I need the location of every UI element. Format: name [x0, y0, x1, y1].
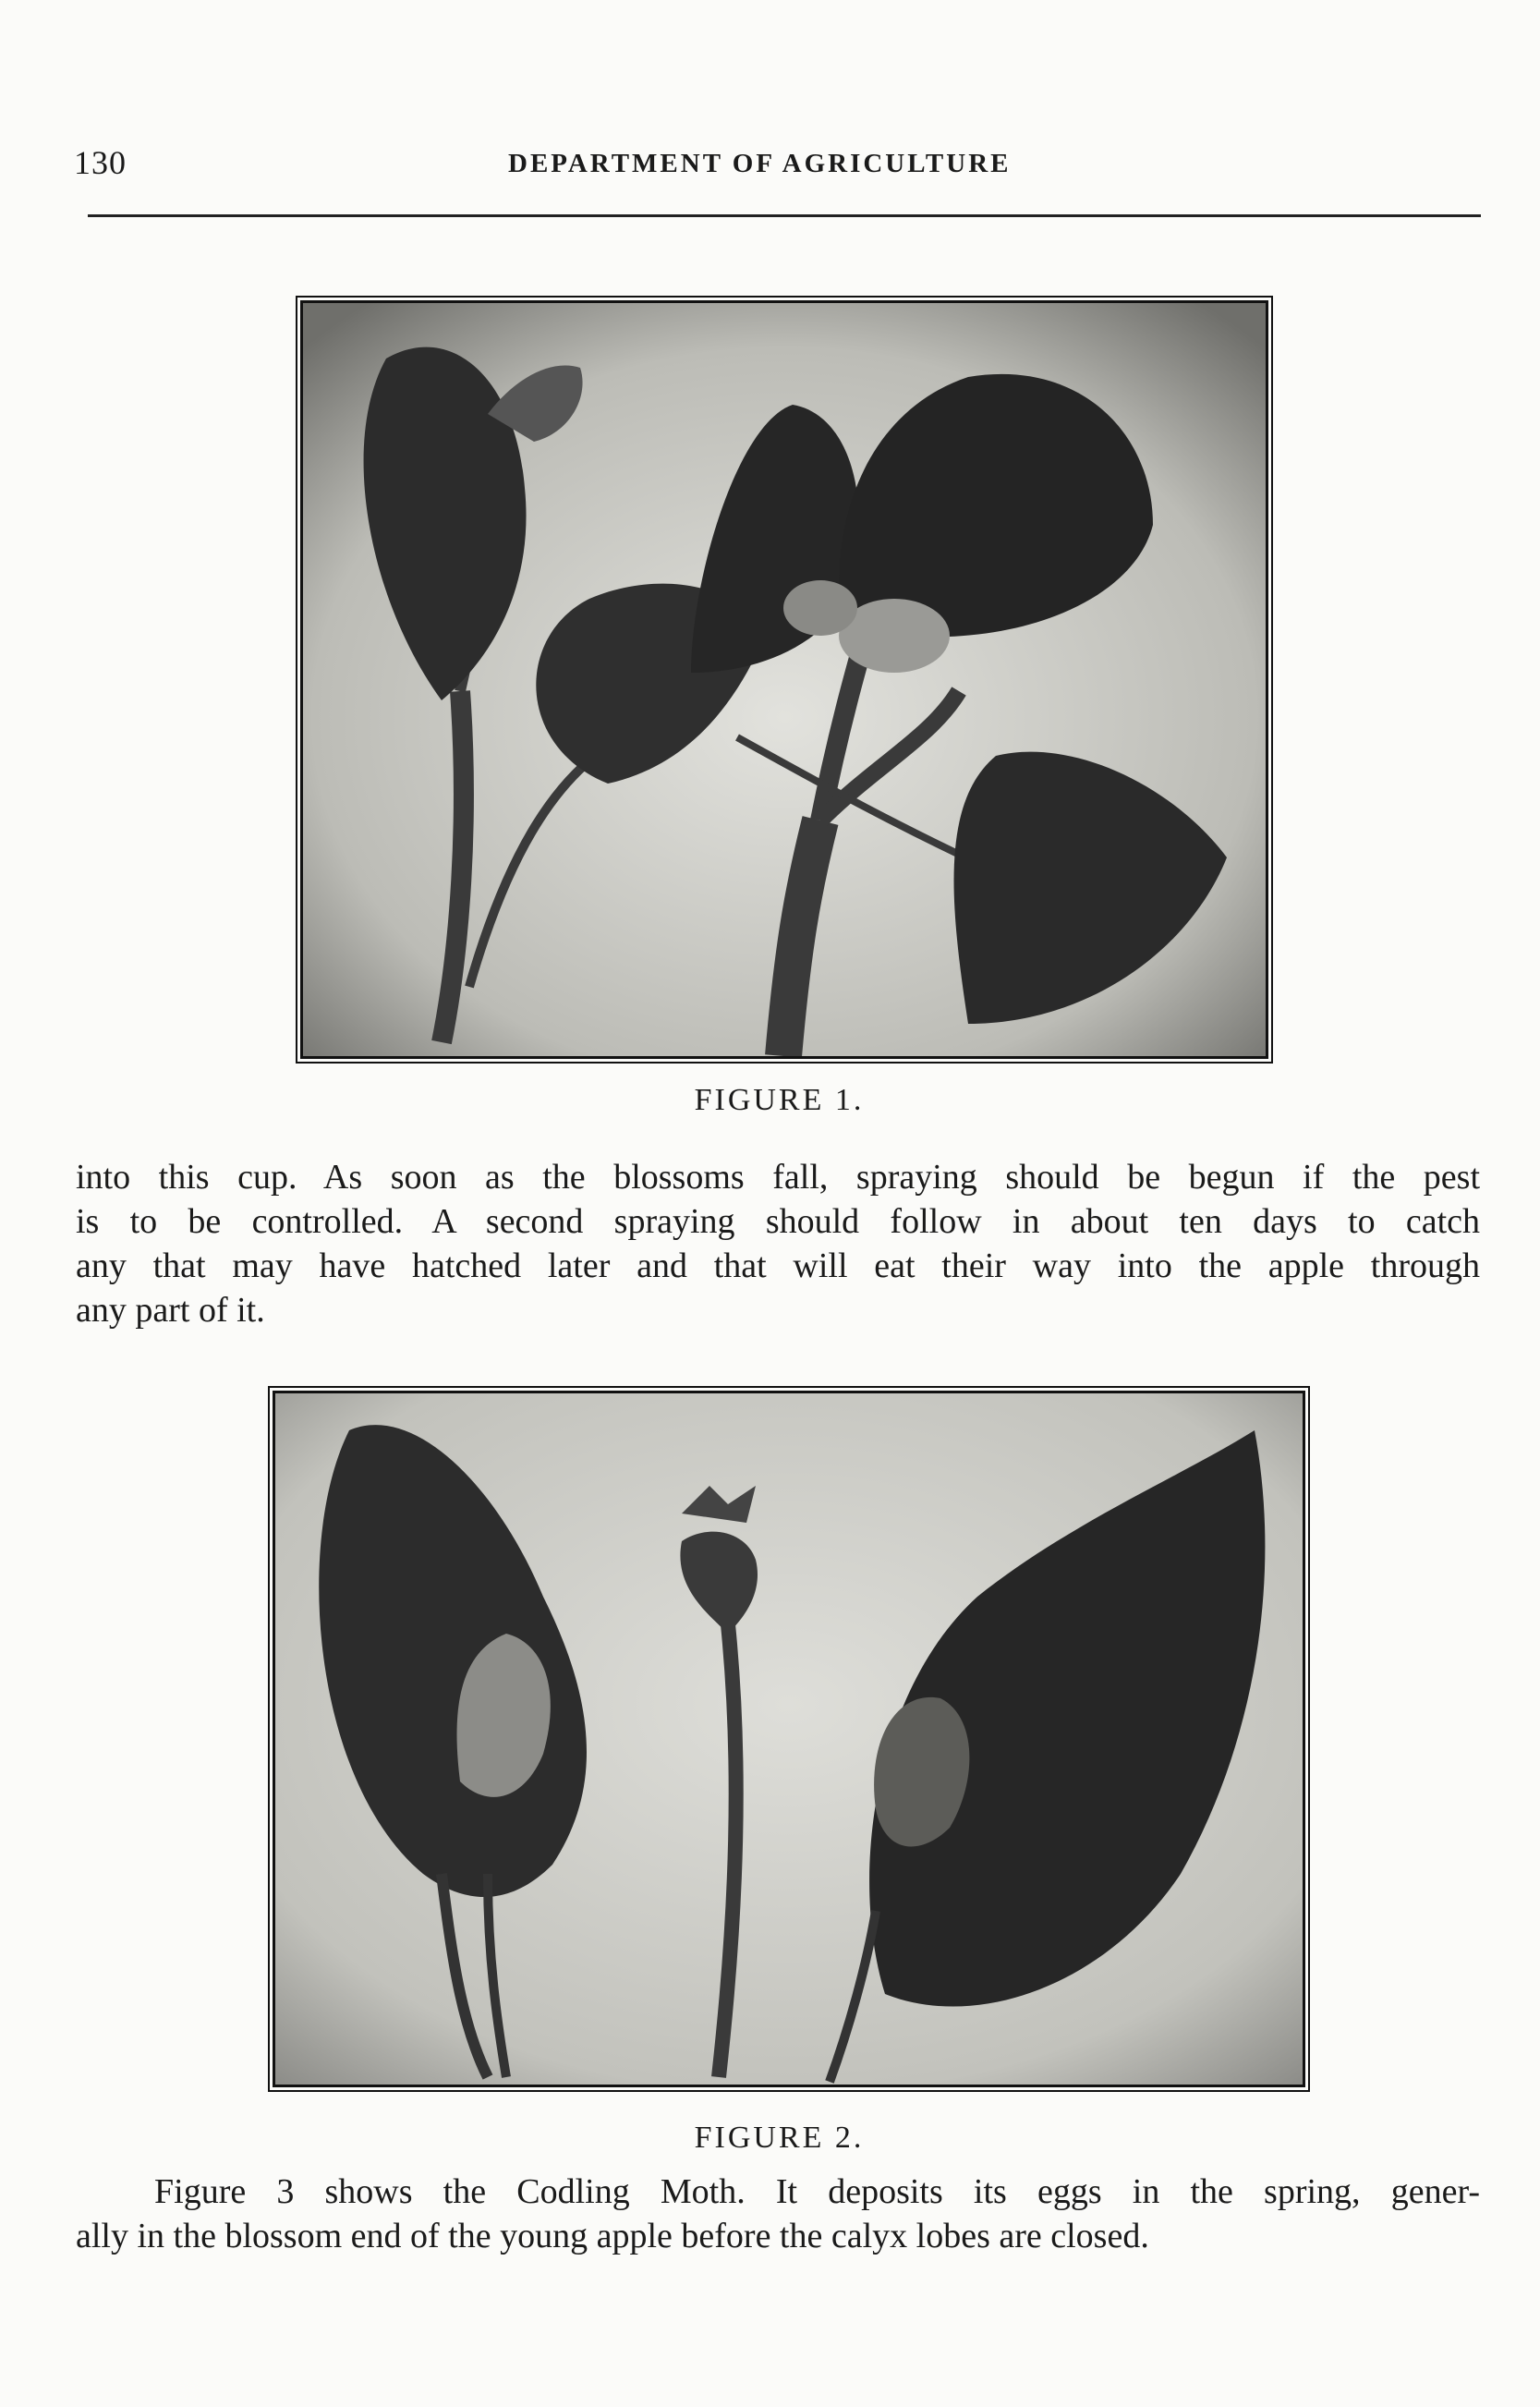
figure-1-photo	[300, 300, 1268, 1059]
body-paragraph-2	[76, 2170, 1480, 2258]
apple-leaves-and-young-fruit-image	[275, 1393, 1303, 2085]
figure-1-caption: FIGURE 1.	[694, 1083, 865, 1117]
paragraph-line: is to be controlled. A second spraying should follow in about ten days to catch	[76, 1202, 1480, 1241]
page-number: 130	[74, 144, 127, 181]
body-paragraph-1	[76, 1155, 1480, 1332]
header-rule	[88, 214, 1481, 217]
paragraph-line: ally in the blossom end of the young apple before the calyx lobes are closed.	[76, 2217, 1149, 2255]
figure-2-photo	[273, 1391, 1305, 2087]
paragraph-line: any that may have hatched later and that will eat their way into the apple through	[76, 1246, 1480, 1285]
paragraph-line: Figure 3 shows the Codling Moth. It deposits its eggs in the spring, gener-	[154, 2172, 1480, 2211]
paragraph-line: into this cup. As soon as the blossoms fall, spraying should be begun if the pest	[76, 1158, 1480, 1197]
figure-2-caption: FIGURE 2.	[694, 2121, 865, 2155]
apple-blossom-cluster-image	[303, 303, 1266, 1056]
page-header	[74, 143, 1483, 199]
paragraph-line: any part of it.	[76, 1291, 265, 1330]
running-head: DEPARTMENT OF AGRICULTURE	[508, 149, 1012, 178]
